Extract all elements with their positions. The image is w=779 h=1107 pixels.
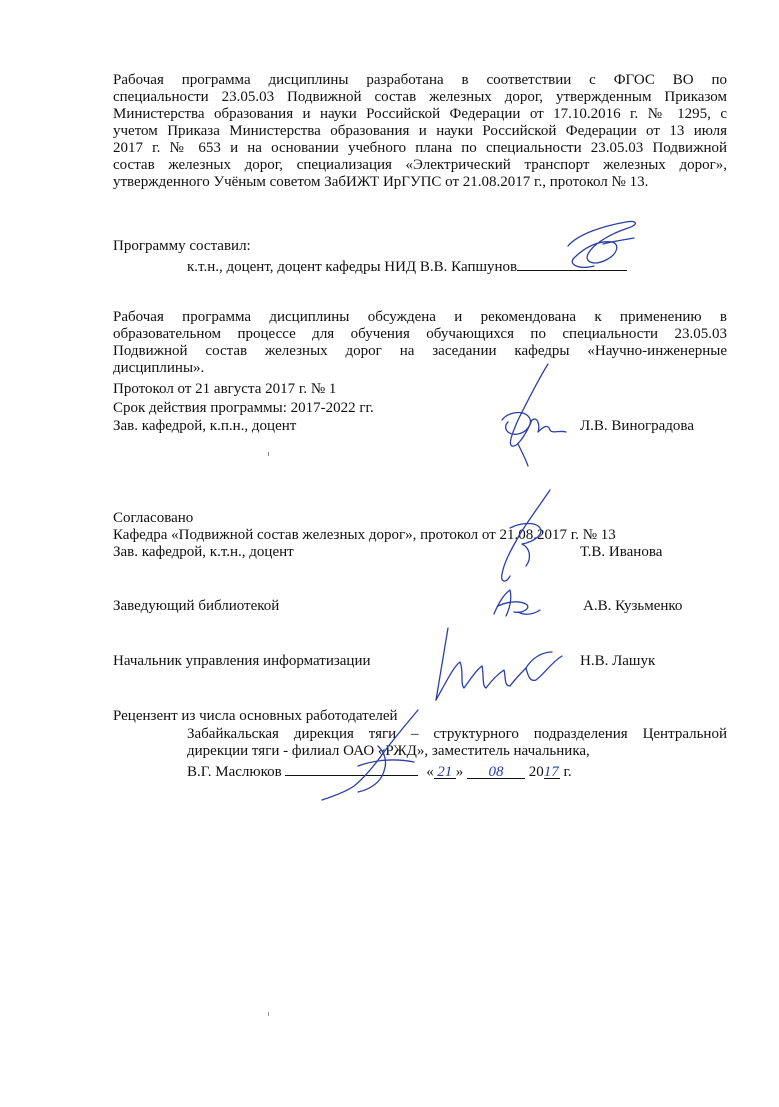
date-year-suffix: 17 (543, 764, 559, 780)
intro-line: Рабочая программа дисциплины разработана в соответствии с ФГОС ВО по (113, 72, 727, 88)
intro-line: специальности 23.05.03 Подвижной состав железных дорог, утвержденным Приказом (113, 89, 727, 105)
date-quote-close: » (455, 764, 464, 780)
author-signature (548, 214, 658, 274)
reviewer-line: Забайкальская дирекция тяги – структурного подразделения Центральной (187, 726, 727, 742)
author-text: к.т.н., доцент, доцент кафедры НИД В.В. Капшунов (187, 259, 518, 275)
intro-line: состав железных дорог, специализация «Электрический транспорт железных дорог», (113, 157, 727, 173)
head-name: Л.В. Виноградова (580, 418, 694, 434)
discussion-line: Подвижной состав железных дорог на заседании кафедры «Научно-инженерные (113, 343, 727, 359)
discussion-paragraph (113, 309, 727, 377)
intro-line: учетом Приказа Министерства образования и науки Российской Федерации от 13 июля (113, 123, 727, 139)
date-month: 08 (467, 764, 525, 779)
it-name: Н.В. Лашук (580, 653, 656, 669)
reviewer-heading: Рецензент из числа основных работодателей (113, 708, 398, 724)
it-signature (426, 622, 576, 712)
reviewer-name: В.Г. Маслюков (187, 764, 282, 780)
date-day: 21 (434, 764, 456, 779)
validity-line: Срок действия программы: 2017-2022 гг. (113, 400, 374, 416)
discussion-line: дисциплины». (113, 360, 205, 376)
date-year-prefix: 20 (528, 764, 544, 780)
agreed-heading: Согласовано (113, 510, 194, 526)
agreed-signature (480, 488, 570, 588)
intro-line: утвержденного Учёным советом ЗабИЖТ ИрГУПС от 21.08.2017 г., протокол № 13. (113, 174, 649, 190)
library-name: А.В. Кузьменко (583, 598, 683, 614)
it-title: Начальник управления информатизации (113, 653, 371, 669)
reviewer-line: дирекции тяги - филиал ОАО «РЖД», заместитель начальника, (187, 743, 590, 759)
scan-speck (268, 452, 269, 456)
protocol-line: Протокол от 21 августа 2017 г. № 1 (113, 381, 337, 397)
agreed-head-title: Зав. кафедрой, к.т.н., доцент (113, 544, 294, 560)
date-quote-open: « (426, 764, 434, 780)
scan-speck (268, 1012, 269, 1016)
intro-paragraph (113, 72, 727, 191)
discussion-line: образовательном процессе для обучения обучающихся по специальности 23.05.03 (113, 326, 727, 342)
date-year-end: г. (559, 764, 572, 780)
head-signature (488, 360, 588, 470)
intro-line: Министерства образования и науки Российской Федерации от 17.10.2016 г. № 1295, с (113, 106, 727, 122)
reviewer-paragraph (187, 726, 727, 760)
head-title: Зав. кафедрой, к.п.н., доцент (113, 418, 297, 434)
reviewer-signature (318, 706, 438, 806)
author-heading: Программу составил: (113, 238, 251, 254)
discussion-line: Рабочая программа дисциплины обсуждена и рекомендована к применению в (113, 309, 727, 325)
intro-line: 2017 г. № 653 и на основании учебного плана по специальности 23.05.03 Подвижной (113, 140, 727, 156)
agreed-department: Кафедра «Подвижной состав железных дорог», протокол от 21.08.2017 г. № 13 (113, 527, 616, 543)
agreed-head-name: Т.В. Иванова (580, 544, 663, 560)
library-signature (488, 586, 548, 622)
library-title: Заведующий библиотекой (113, 598, 280, 614)
